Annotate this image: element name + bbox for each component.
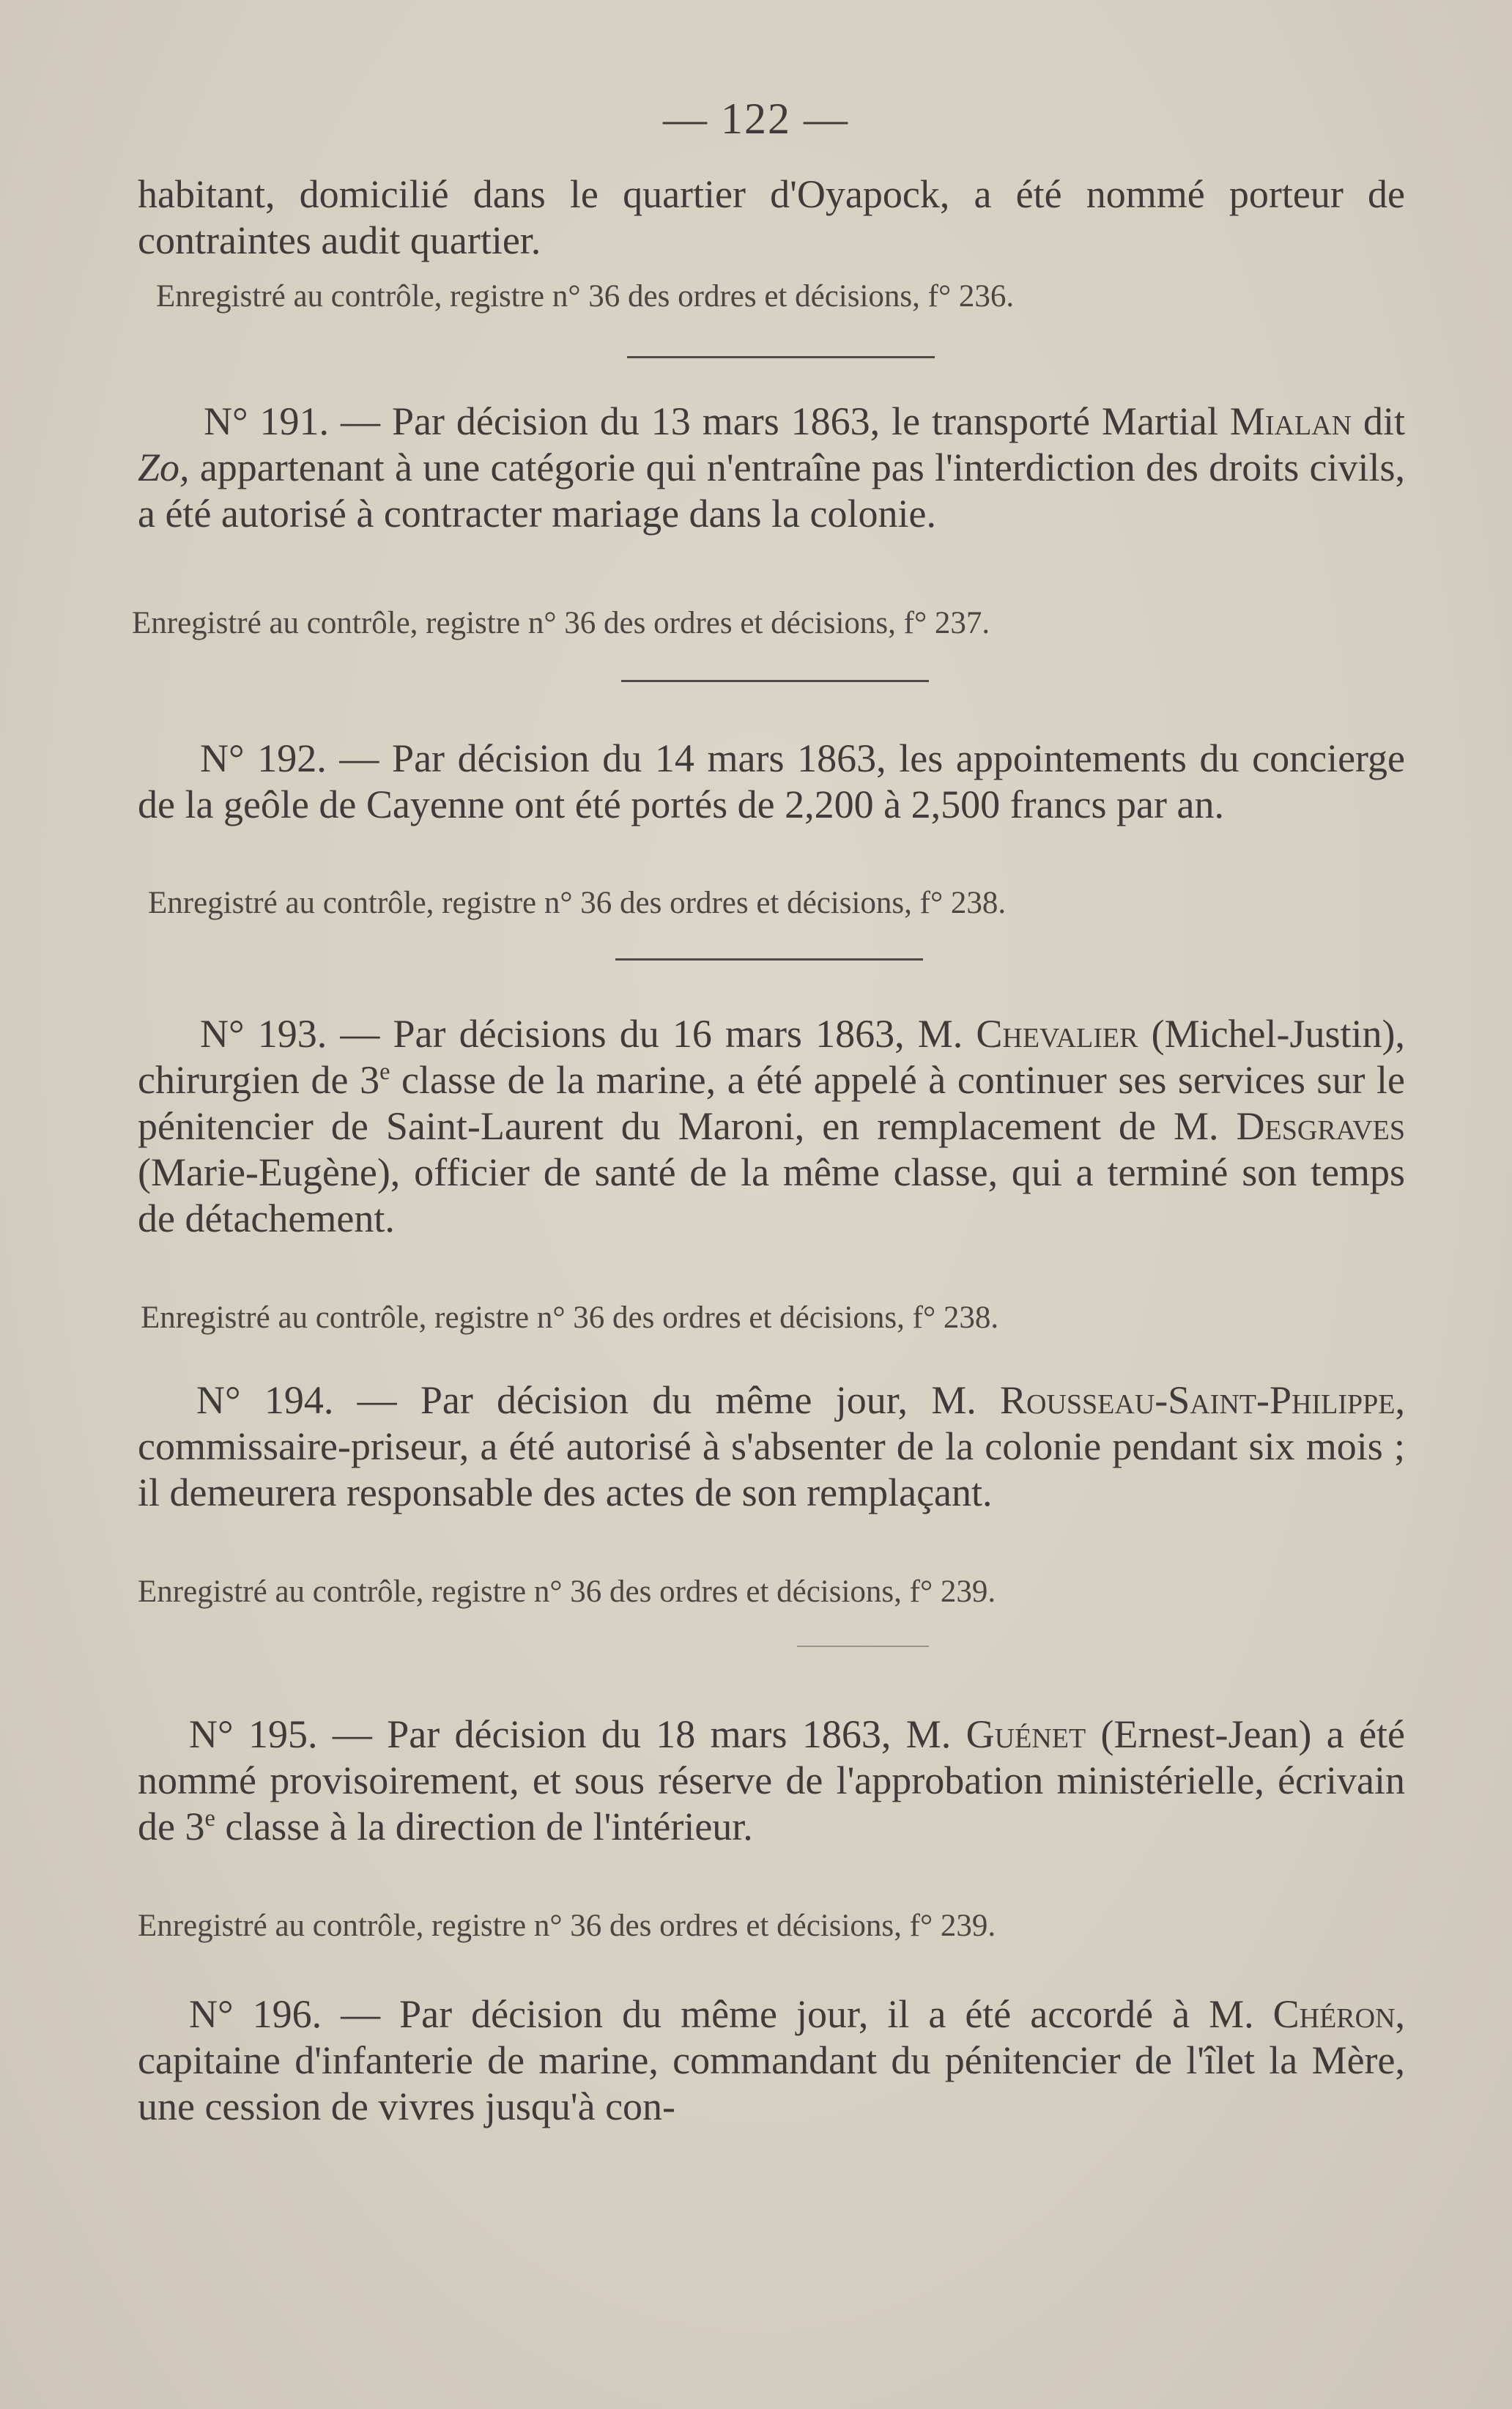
separator-rule: [621, 680, 929, 682]
entry-192: N° 192. — Par décision du 14 mars 1863, les appointements du concierge de la geôle de Cayenne ont été portés de 2,200 à 2,500 francs par an.: [138, 736, 1406, 826]
registration-line: Enregistré au contrôle, registre n° 36 des ordres et décisions, f° 237.: [132, 606, 990, 640]
registration-line: Enregistré au contrôle, registre n° 36 des ordres et décisions, f° 238.: [148, 886, 1007, 920]
person-name: Mialan: [1229, 399, 1352, 443]
entry-number: N° 192.: [200, 736, 327, 780]
alias: Zo,: [138, 445, 190, 489]
entry-number: N° 191.: [204, 399, 330, 443]
person-name: Chéron: [1272, 1992, 1396, 2036]
registration-line: Enregistré au contrôle, registre n° 36 des ordres et décisions, f° 239.: [138, 1574, 996, 1609]
registration-line: Enregistré au contrôle, registre n° 36 des ordres et décisions, f° 239.: [138, 1909, 996, 1943]
entry-193: N° 193. — Par décisions du 16 mars 1863, M. Chevalier (Michel-Justin), chirurgien de 3e classe de la marine, a été appelé à continuer ses services sur le pénitencier de Saint-Laurent du Maroni, en remplacement de M. Desgraves (Marie-Eugène), officier de santé de la même classe, qui a terminé son temps de détachement.: [138, 1012, 1406, 1240]
person-name: Guénet: [966, 1712, 1086, 1756]
person-name: Chevalier: [976, 1012, 1138, 1056]
entry-195: N° 195. — Par décision du 18 mars 1863, M. Guénet (Ernest-Jean) a été nommé provisoirement, et sous réserve de l'approbation ministérielle, écrivain de 3e classe à la direction de l'intérieur.: [138, 1712, 1406, 1849]
entry-number: N° 196.: [189, 1992, 322, 2036]
separator-rule: [615, 958, 923, 961]
registration-line: Enregistré au contrôle, registre n° 36 des ordres et décisions, f° 238.: [141, 1300, 999, 1335]
separator-rule: [797, 1646, 929, 1647]
entry-number: N° 193.: [200, 1012, 327, 1056]
page-number: — 122 —: [663, 95, 849, 143]
person-name: Rousseau-Saint-Philippe: [1000, 1378, 1396, 1422]
entry-194: N° 194. — Par décision du même jour, M. Rousseau-Saint-Philippe, commissaire-priseur, a été autorisé à s'absenter de la colonie pendant six mois ; il demeurera responsable des actes de son remplaçant.: [138, 1378, 1406, 1514]
entry-196: N° 196. — Par décision du même jour, il a été accordé à M. Chéron, capitaine d'infanterie de marine, commandant du pénitencier de l'îlet la Mère, une cession de vivres jusqu'à con-: [138, 1992, 1406, 2128]
entry-191: N° 191. — Par décision du 13 mars 1863, le transporté Martial Mialan dit Zo, appartenant à une catégorie qui n'entraîne pas l'interdiction des droits civils, a été autorisé à contracter mariage dans la colonie.: [138, 399, 1406, 536]
entry-number: N° 194.: [196, 1378, 334, 1422]
separator-rule: [627, 356, 935, 358]
registration-line: Enregistré au contrôle, registre n° 36 des ordres et décisions, f° 236.: [156, 279, 1015, 314]
entry-number: N° 195.: [189, 1712, 318, 1756]
person-name: Desgraves: [1236, 1104, 1405, 1148]
continuation-paragraph: habitant, domicilié dans le quartier d'Oyapock, a été nommé porteur de contraintes audit quartier.: [138, 172, 1405, 262]
